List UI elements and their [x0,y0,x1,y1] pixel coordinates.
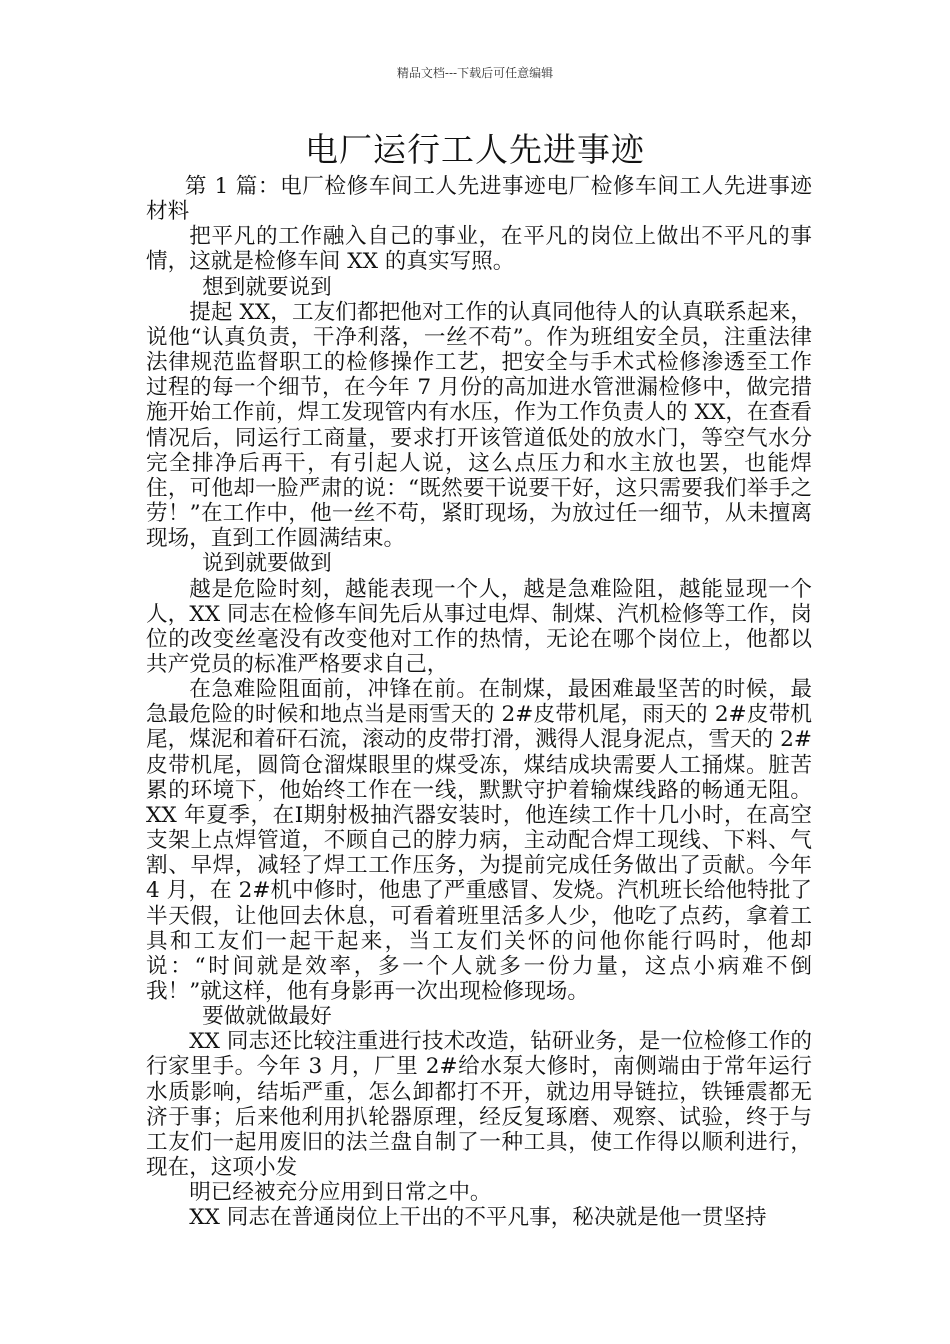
body-paragraph: XX 同志还比较注重进行技术改造，钻研业务，是一位检修工作的行家里手。今年 3 月，厂里 2#给水泵大修时，南侧端由于常年运行水质影响，结垢严重，怎么卸都打不开，就边用导链拉，铁锤震都无济于事；后来他利用扒轮器原理，经反复琢磨、观察、试验，终于与工友们一起用废旧的法兰盘自制了一种工具，使工作得以顺利进行，现在，这项小发 [146,1029,812,1181]
body-paragraph: 把平凡的工作融入自己的事业，在平凡的岗位上做出不平凡的事情，这就是检修车间 XX 的真实写照。 [146,224,812,275]
body-paragraph: 在急难险阻面前，冲锋在前。在制煤，最困难最坚苦的时候，最急最危险的时候和地点当是雨雪天的 2#皮带机尾，雨天的 2#皮带机尾，煤泥和着矸石流，滚动的皮带打滑，溅得人混身泥点，雪天的 2#皮带机尾，圆筒仓溜煤眼里的煤受冻，煤结成块需要人工捅煤。脏苦累的环境下，他始终工作在一线，默默守护着输煤线路的畅通无阻。XX 年夏季，在Ⅰ期射极抽汽器安装时，他连续工作十几小时，在高空支架上点焊管道，不顾自己的脖力病，主动配合焊工现线、下料、气割、早焊，减轻了焊工工作压务，为提前完成任务做出了贡献。今年 4 月，在 2#机中修时，他患了严重感冒、发烧。汽机班长给他特批了半天假，让他回去休息，可看着班里活多人少，他吃了点药，拿着工具和工友们一起干起来，当工友们关怀的问他你能行吗时，他却说：“时间就是效率，多一个人就多一份力量，这点小病难不倒我！”就这样，他有身影再一次出现检修现场。 [146,677,812,1004]
body-paragraph: 越是危险时刻，越能表现一个人，越是急难险阻，越能显现一个人，XX 同志在检修车间先后从事过电焊、制煤、汽机检修等工作，岗位的改变丝毫没有改变他对工作的热情，无论在哪个岗位上，他都以共产党员的标准严格要求自己， [146,576,812,677]
intro-paragraph: 第 1 篇：电厂检修车间工人先进事迹电厂检修车间工人先进事迹材料 [146,174,812,225]
section-heading: 想到就要说到 [202,274,332,300]
body-paragraph: 明已经被充分应用到日常之中。 [189,1180,492,1206]
body-paragraph: XX 同志在普通岗位上干出的不平凡事，秘决就是他一贯坚持 [189,1205,767,1231]
section-heading: 说到就要做到 [202,551,332,577]
body-paragraph: 提起 XX，工友们都把他对工作的认真同他待人的认真联系起来，说他“认真负责，干净利落，一丝不苟”。作为班组安全员，注重法律法律规范监督职工的检修操作工艺，把安全与手术式检修渗透至工作过程的每一个细节，在今年 7 月份的高加进水管泄漏检修中，做完措施开始工作前，焊工发现管内有水压，作为工作负责人的 XX，在查看情况后，同运行工商量，要求打开该管道低处的放水门，等空气水分完全排净后再干，有引起人说，这么点压力和水主放也罢，也能焊住，可他却一脸严肃的说：“既然要干说要干好，这只需要我们举手之劳！”在工作中，他一丝不苟，紧盯现场，为放过任一细节，从未擅离现场，直到工作圆满结束。 [146,299,812,552]
section-heading: 要做就做最好 [202,1004,332,1030]
document-body [146,174,812,1231]
header-note: 精品文档---下载后可任意编辑 [396,66,554,80]
document-title: 电厂运行工人先进事迹 [305,130,645,169]
